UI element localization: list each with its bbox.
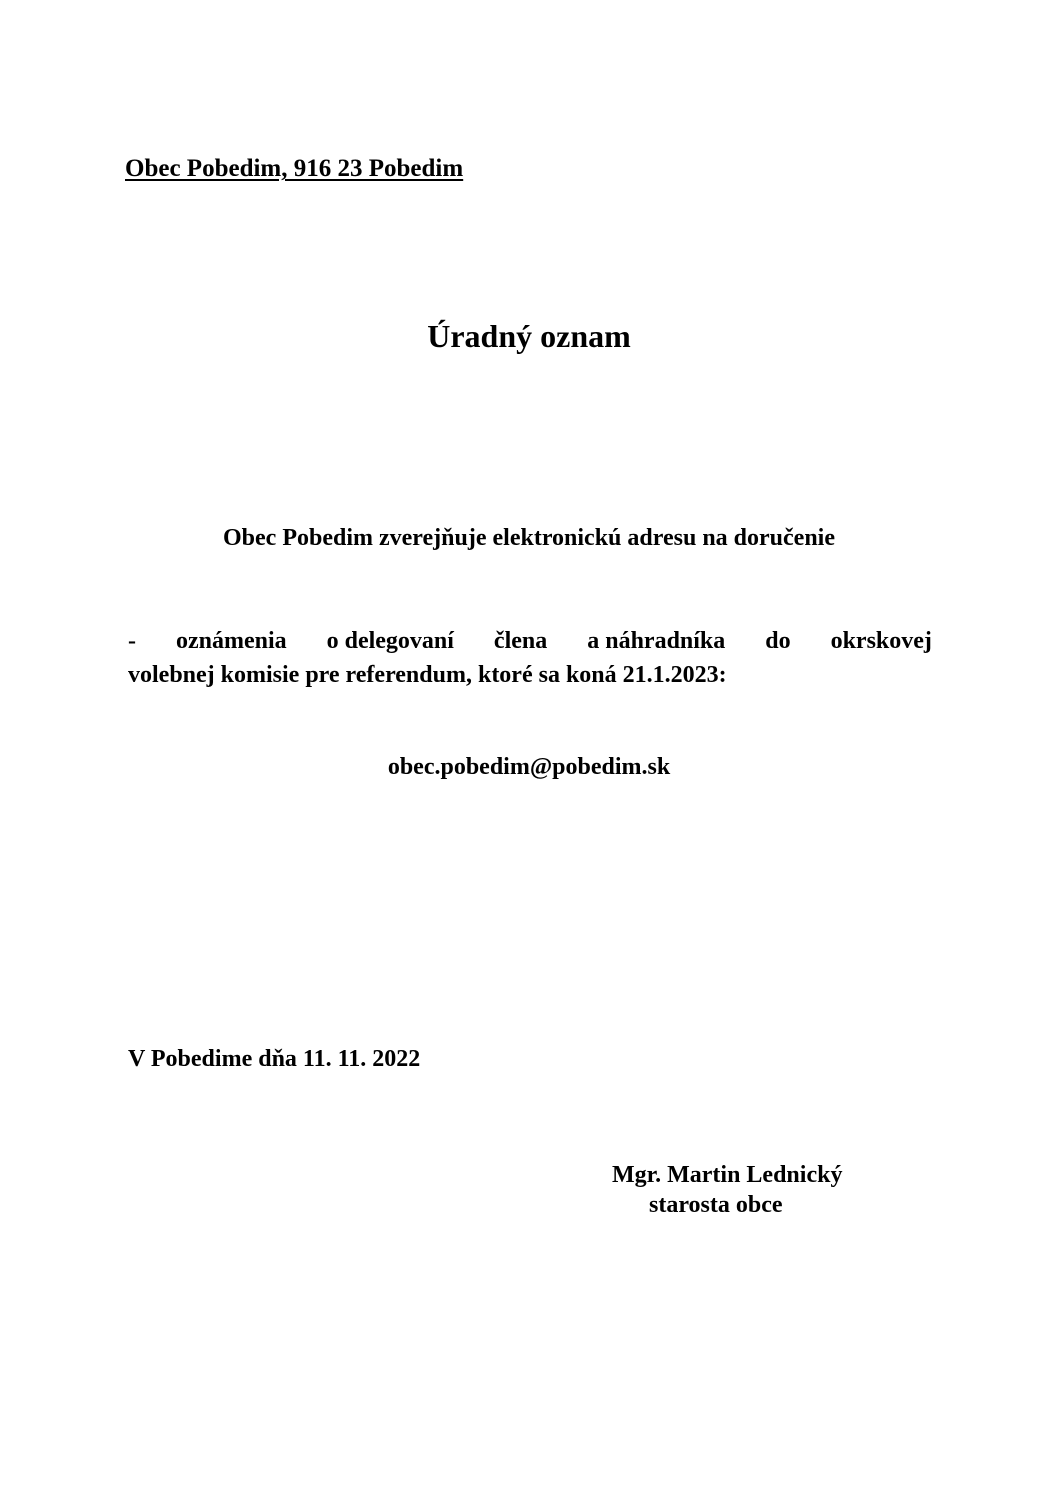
signer-role: starosta obce — [649, 1192, 783, 1218]
signer-name: Mgr. Martin Lednický — [612, 1162, 843, 1188]
announcement-purpose — [128, 624, 932, 692]
purpose-line-1 — [128, 624, 932, 658]
purpose-word: - — [128, 628, 136, 654]
date-line: V Pobedime dňa 11. 11. 2022 — [128, 1046, 421, 1072]
purpose-line-2: volebnej komisie pre referendum, ktoré sa koná 21.1.2023: — [128, 662, 727, 688]
purpose-word: o delegovaní — [326, 628, 454, 654]
purpose-word: a náhradníka — [587, 628, 726, 654]
purpose-word: oznámenia — [175, 628, 287, 654]
document-title: Úradný oznam — [427, 318, 631, 354]
municipality-header: Obec Pobedim, 916 23 Pobedim — [125, 155, 464, 182]
purpose-word: člena — [493, 628, 548, 654]
purpose-word: do — [765, 628, 791, 654]
contact-email: obec.pobedim@pobedim.sk — [387, 754, 671, 780]
announcement-intro: Obec Pobedim zverejňuje elektronickú adresu na doručenie — [223, 525, 835, 551]
purpose-word: okrskovej — [830, 628, 932, 654]
